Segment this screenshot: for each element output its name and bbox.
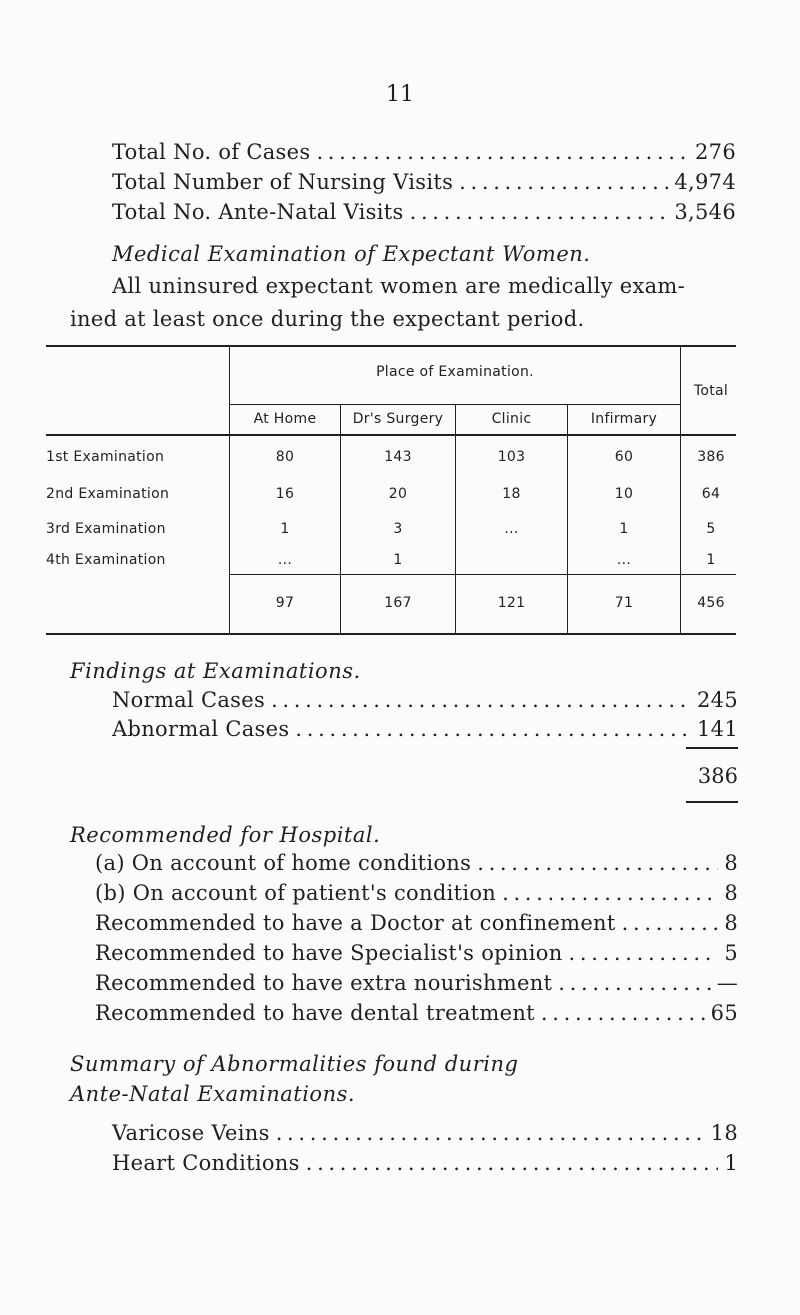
line-value: 65 — [710, 1001, 738, 1025]
page-number: 11 — [386, 82, 414, 107]
table-cell: 80 — [275, 449, 295, 465]
leader-dots — [622, 911, 719, 935]
row-label-2nd: 2nd Examination — [46, 486, 170, 502]
line-value: 8 — [724, 881, 738, 905]
section-heading-findings: Findings at Examinations. — [70, 659, 361, 683]
leader-dots — [541, 1001, 705, 1025]
line-value: 276 — [695, 140, 736, 164]
hospital-line — [95, 1001, 738, 1025]
sum-rule-bottom — [686, 801, 738, 803]
col-header-total: Total — [693, 383, 729, 399]
table-cell: 1 — [280, 521, 290, 537]
line-value: 5 — [724, 941, 738, 965]
section-heading-summary-line2: Ante-Natal Examinations. — [70, 1082, 356, 1106]
line-value: 8 — [724, 851, 738, 875]
leader-dots — [569, 941, 719, 965]
summary-line — [112, 1121, 738, 1145]
table-cell: 143 — [384, 449, 412, 465]
leader-dots — [459, 170, 668, 194]
header-bottom-rule — [46, 434, 736, 436]
line-label: Heart Conditions — [112, 1151, 300, 1175]
line-label: Recommended to have a Doctor at confinement — [95, 911, 616, 935]
line-value: 141 — [697, 717, 738, 741]
table-cell: 20 — [388, 486, 408, 502]
line-value: 8 — [724, 911, 738, 935]
table-cell: 1 — [706, 552, 716, 568]
line-value: 4,974 — [674, 170, 736, 194]
leader-dots — [306, 1151, 719, 1175]
table-cell: 18 — [502, 486, 521, 502]
line-value: — — [716, 971, 738, 995]
line-label: Recommended to have dental treatment — [95, 1001, 535, 1025]
table-bottom-rule — [46, 633, 736, 635]
line-value: 3,546 — [674, 200, 736, 224]
leader-dots — [271, 688, 691, 712]
totals-top-rule — [230, 574, 736, 575]
group-header: Place of Examination. — [376, 364, 534, 380]
normal-cases-line — [112, 688, 738, 712]
table-cell: 10 — [614, 486, 634, 502]
totals-cell: 456 — [697, 595, 725, 611]
total-nursing-visits-line — [112, 170, 736, 194]
hospital-line — [95, 941, 738, 965]
table-cell: ... — [277, 552, 293, 568]
col-header-drs-surgery: Dr's Surgery — [352, 411, 444, 427]
table-cell: 103 — [497, 449, 526, 465]
hospital-line — [95, 851, 738, 875]
leader-dots — [295, 717, 691, 741]
paragraph-line-1: All uninsured expectant women are medically exam- — [112, 274, 686, 298]
line-label: Total No. Ante-Natal Visits — [112, 200, 404, 224]
table-cell: ... — [616, 552, 632, 568]
table-cell: 1 — [619, 521, 629, 537]
line-label: (b) On account of patient's condition — [95, 881, 497, 905]
line-label: Recommended to have Specialist's opinion — [95, 941, 563, 965]
line-label: Total No. of Cases — [112, 140, 311, 164]
leader-dots — [276, 1121, 705, 1145]
line-value: 18 — [710, 1121, 738, 1145]
totals-cell: 97 — [275, 595, 295, 611]
col-rule — [340, 404, 341, 633]
row-label-3rd: 3rd Examination — [46, 521, 166, 537]
abnormal-cases-line — [112, 717, 738, 741]
line-value: 245 — [697, 688, 738, 712]
totals-cell: 71 — [614, 595, 634, 611]
hospital-line — [95, 911, 738, 935]
section-heading-hospital: Recommended for Hospital. — [70, 823, 381, 847]
total-antenatal-visits-line — [112, 200, 736, 224]
total-cases-line — [112, 140, 736, 164]
leader-dots — [477, 851, 718, 875]
totals-cell: 167 — [384, 595, 412, 611]
leader-dots — [502, 881, 718, 905]
table-cell: 1 — [393, 552, 403, 568]
hospital-line — [95, 881, 738, 905]
row-label-1st: 1st Examination — [46, 449, 165, 465]
section-heading-medical-examination: Medical Examination of Expectant Women. — [112, 242, 591, 266]
paragraph-line-2: ined at least once during the expectant period. — [70, 307, 585, 331]
col-rule — [229, 345, 230, 633]
table-cell: 60 — [614, 449, 634, 465]
col-rule — [455, 404, 456, 633]
table-cell: ... — [504, 521, 519, 537]
table-cell: 5 — [706, 521, 716, 537]
row-label-4th: 4th Examination — [46, 552, 166, 568]
table-cell: 3 — [393, 521, 403, 537]
line-label: Total Number of Nursing Visits — [112, 170, 454, 194]
col-header-at-home: At Home — [253, 411, 317, 427]
totals-cell: 121 — [497, 595, 526, 611]
col-header-infirmary: Infirmary — [590, 411, 658, 427]
col-rule — [680, 345, 681, 633]
col-rule — [567, 404, 568, 633]
leader-dots — [558, 971, 710, 995]
line-label: Abnormal Cases — [112, 717, 290, 741]
summary-line — [112, 1151, 738, 1175]
group-header-rule — [230, 404, 680, 405]
findings-sum: 386 — [697, 764, 738, 788]
col-header-clinic: Clinic — [491, 411, 532, 427]
table-top-rule — [46, 345, 736, 347]
table-cell: 16 — [275, 486, 295, 502]
section-heading-summary-line1: Summary of Abnormalities found during — [70, 1052, 519, 1076]
line-label: Varicose Veins — [112, 1121, 270, 1145]
sum-rule-top — [686, 747, 738, 749]
leader-dots — [410, 200, 669, 224]
line-label: Normal Cases — [112, 688, 266, 712]
section-paragraph — [70, 270, 750, 336]
leader-dots — [316, 140, 689, 164]
hospital-line — [95, 971, 738, 995]
line-label: Recommended to have extra nourishment — [95, 971, 553, 995]
line-value: 1 — [724, 1151, 738, 1175]
line-label: (a) On account of home conditions — [95, 851, 472, 875]
table-cell: 64 — [701, 486, 721, 502]
table-cell: 386 — [697, 449, 725, 465]
